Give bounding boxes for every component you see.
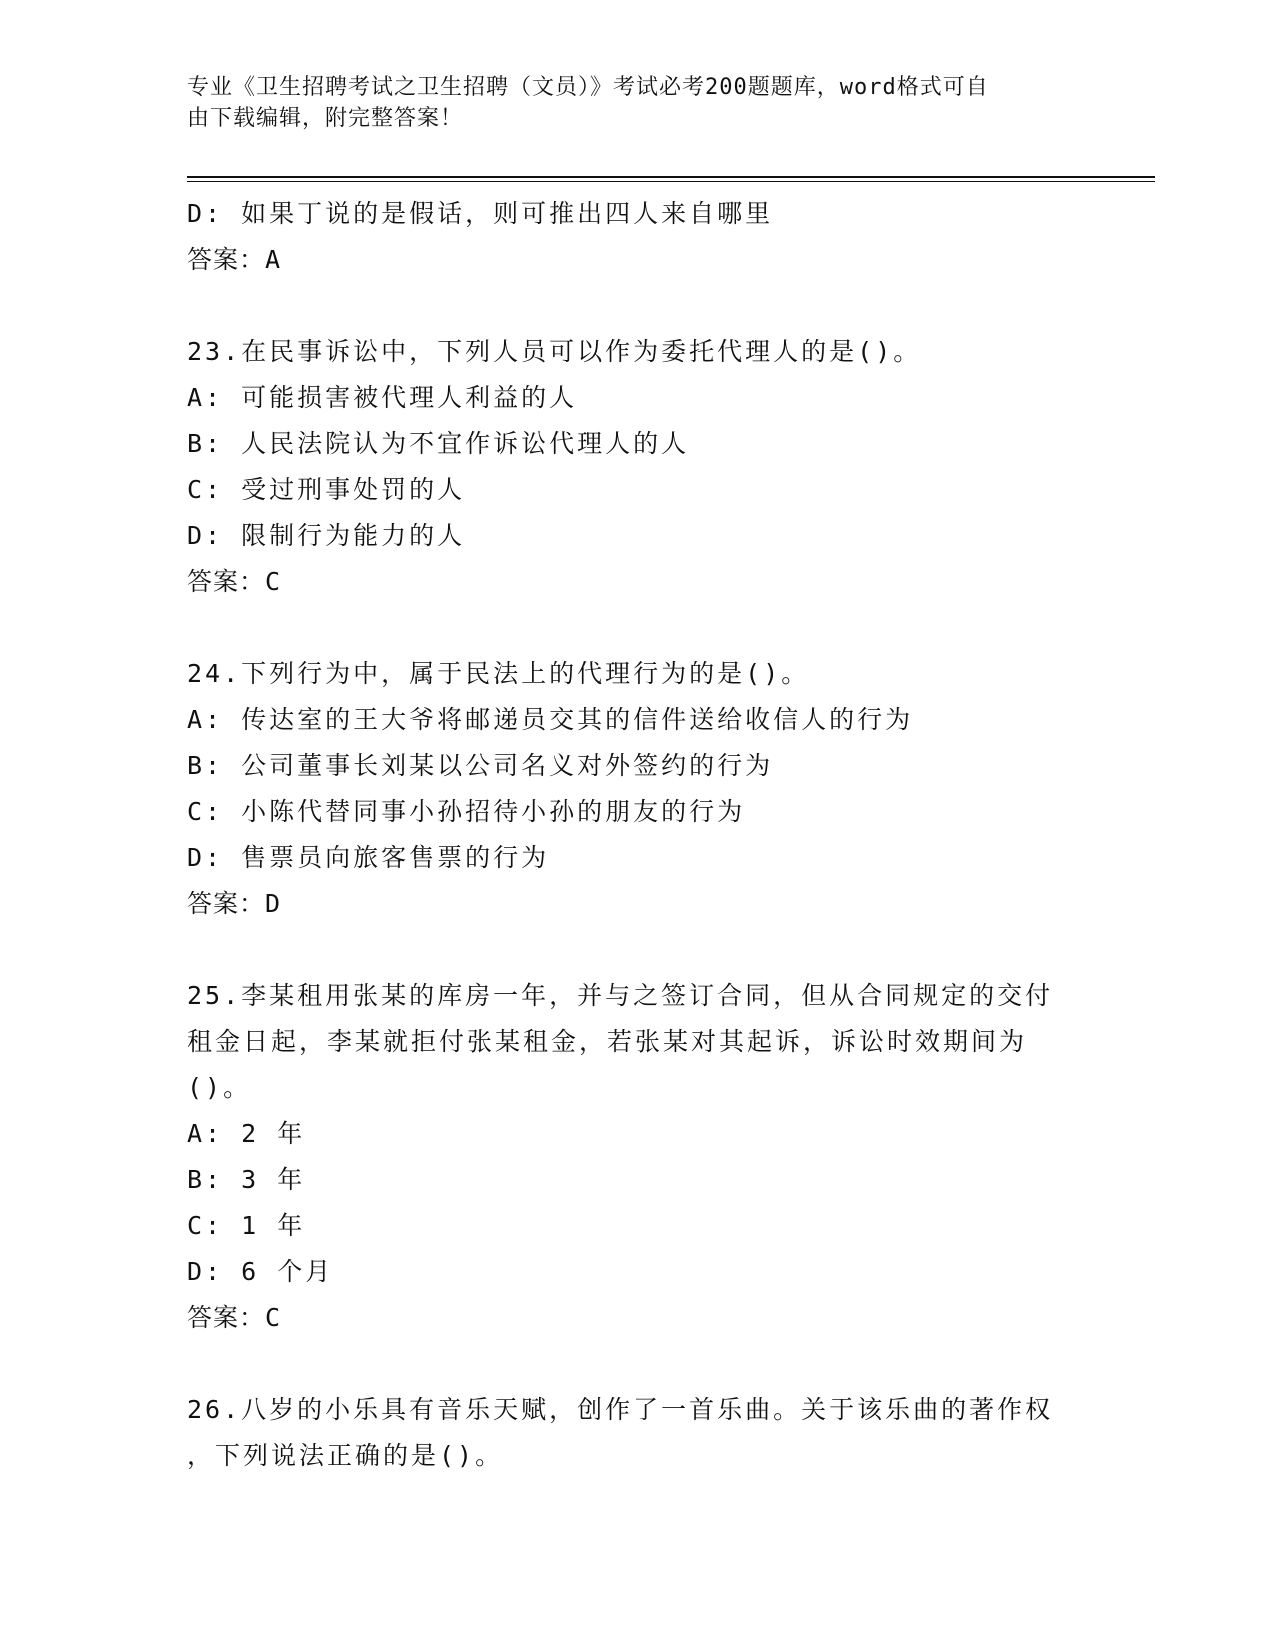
header-divider-thick <box>187 176 1155 178</box>
option-a: A: 可能损害被代理人利益的人 <box>187 383 578 412</box>
spacer <box>187 283 1087 329</box>
option-a: A: 2 年 <box>187 1119 306 1148</box>
option-d: D: 售票员向旅客售票的行为 <box>187 843 550 872</box>
question-stem-line-2: ，下列说法正确的是()。 <box>187 1441 504 1470</box>
question-stem-line-2: 租金日起，李某就拒付张某租金，若张某对其起诉，诉讼时效期间为 <box>187 1027 1028 1056</box>
option-c: C: 1 年 <box>187 1211 306 1240</box>
answer-line <box>187 237 1087 283</box>
spacer <box>187 605 1087 651</box>
question-stem: 24.下列行为中，属于民法上的代理行为的是()。 <box>187 659 810 688</box>
question-22-tail <box>187 191 1087 283</box>
option-b: B: 人民法院认为不宜作诉讼代理人的人 <box>187 429 690 458</box>
option-d: D: 如果丁说的是假话，则可推出四人来自哪里 <box>187 199 774 228</box>
header-line-1: 专业《卫生招聘考试之卫生招聘（文员）》考试必考200题题库，word格式可自 <box>187 75 989 100</box>
header-line-2: 由下载编辑，附完整答案！ <box>187 106 464 131</box>
question-25 <box>187 973 1087 1341</box>
answer-value: D <box>265 889 281 918</box>
question-24 <box>187 651 1087 927</box>
question-stem-line-3: ()。 <box>187 1073 252 1102</box>
document-header <box>187 72 1067 134</box>
answer-label: 答案： <box>187 1303 266 1332</box>
option-b: B: 3 年 <box>187 1165 306 1194</box>
answer-label: 答案： <box>187 567 266 596</box>
header-divider-thin <box>187 181 1155 182</box>
answer-label: 答案： <box>187 245 266 274</box>
answer-line <box>187 881 1087 927</box>
question-stem: 23.在民事诉讼中，下列人员可以作为委托代理人的是()。 <box>187 337 922 366</box>
option-c: C: 受过刑事处罚的人 <box>187 475 466 504</box>
answer-line <box>187 559 1087 605</box>
question-26 <box>187 1387 1087 1479</box>
question-list <box>187 191 1087 1479</box>
answer-value: C <box>265 567 281 596</box>
option-a: A: 传达室的王大爷将邮递员交其的信件送给收信人的行为 <box>187 705 914 734</box>
question-stem-line-1: 25.李某租用张某的库房一年，并与之签订合同，但从合同规定的交付 <box>187 981 1054 1010</box>
question-stem-line-1: 26.八岁的小乐具有音乐天赋，创作了一首乐曲。关于该乐曲的著作权 <box>187 1395 1054 1424</box>
spacer <box>187 927 1087 973</box>
spacer <box>187 1341 1087 1387</box>
answer-label: 答案： <box>187 889 266 918</box>
question-23 <box>187 329 1087 605</box>
option-c: C: 小陈代替同事小孙招待小孙的朋友的行为 <box>187 797 746 826</box>
answer-line <box>187 1295 1087 1341</box>
answer-value: C <box>265 1303 281 1332</box>
option-b: B: 公司董事长刘某以公司名义对外签约的行为 <box>187 751 774 780</box>
option-d: D: 6 个月 <box>187 1257 334 1286</box>
option-d: D: 限制行为能力的人 <box>187 521 466 550</box>
answer-value: A <box>265 245 281 274</box>
